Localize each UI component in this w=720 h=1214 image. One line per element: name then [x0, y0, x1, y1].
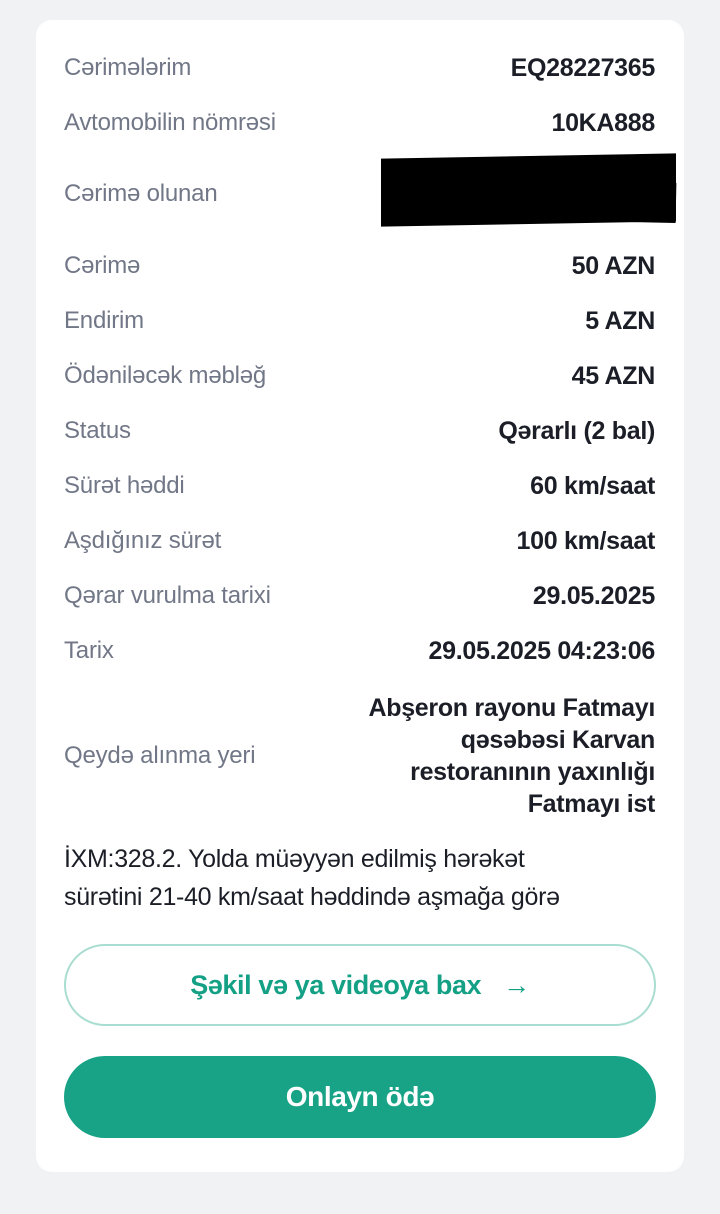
discount-label: Endirim [64, 307, 144, 334]
location-line: Fatmayı ist [527, 790, 655, 818]
fine-amount-label: Cərimə [64, 252, 141, 279]
row-exceeded-speed [64, 521, 655, 561]
speed-limit-label: Sürət həddi [64, 472, 185, 499]
payable-amount-value: 45 AZN [571, 361, 655, 390]
status-label: Status [64, 417, 131, 444]
date-value: 29.05.2025 04:23:06 [428, 636, 655, 665]
location-line: Abşeron rayonu Fatmayı [368, 694, 655, 722]
plate-number-label: Avtomobilin nömrəsi [64, 109, 276, 136]
description-line: sürətini 21-40 km/saat həddində aşmağa görə [64, 883, 560, 911]
exceeded-speed-label: Aşdığınız sürət [64, 527, 222, 554]
row-discount [64, 301, 655, 341]
fine-amount-value: 50 AZN [571, 251, 655, 280]
row-fine-amount [64, 246, 655, 286]
row-status [64, 411, 655, 451]
speed-limit-value: 60 km/saat [530, 471, 655, 500]
plate-number-value: 10KA888 [551, 108, 655, 137]
row-plate-number [64, 103, 655, 143]
status-value: Qərarlı (2 bal) [498, 416, 655, 445]
pay-online-button[interactable] [64, 1056, 656, 1138]
fine-id-label: Cərimələrim [64, 54, 192, 81]
row-payable-amount [64, 356, 655, 396]
arrow-right-icon: → [503, 969, 530, 1000]
view-media-button[interactable] [64, 944, 656, 1026]
view-media-label: Şəkil və ya videoya bax [190, 969, 482, 1000]
payable-amount-label: Ödəniləcək məbləğ [64, 362, 267, 389]
fine-id-value: EQ28227365 [510, 53, 655, 82]
row-location [64, 690, 655, 822]
description-line: İXM:328.2. Yolda müəyyən edilmiş hərəkət [64, 845, 525, 873]
fined-person-label: Cərimə olunan [64, 180, 218, 207]
violation-description [64, 840, 656, 916]
decision-date-value: 29.05.2025 [532, 581, 655, 610]
location-label: Qeydə alınma yeri [64, 742, 256, 769]
discount-value: 5 AZN [585, 306, 655, 335]
row-decision-date [64, 576, 655, 616]
fine-details-card [36, 20, 684, 1172]
row-fine-id [64, 48, 655, 88]
date-label: Tarix [64, 637, 114, 664]
row-speed-limit [64, 466, 655, 506]
location-line: restoranının yaxınlığı [410, 758, 655, 786]
exceeded-speed-value: 100 km/saat [516, 526, 655, 555]
location-line: qəsəbəsi Karvan [460, 726, 655, 754]
pay-online-label: Onlayn ödə [285, 1081, 435, 1112]
row-date [64, 631, 655, 671]
location-value [368, 692, 655, 820]
redaction-mark-secondary [391, 177, 677, 223]
decision-date-label: Qərar vurulma tarixi [64, 582, 271, 609]
